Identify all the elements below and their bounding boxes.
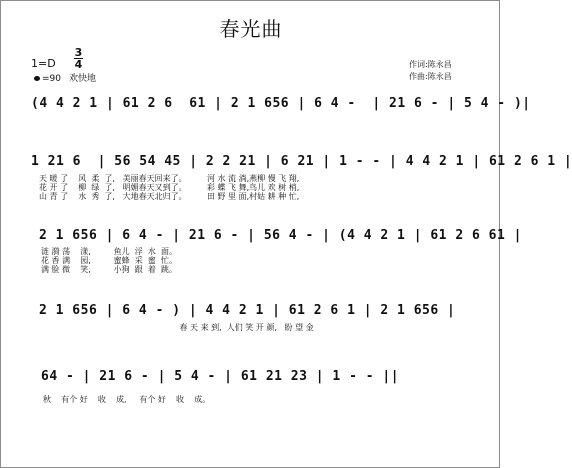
system-2-lyrics-verse-3: 山 青 了 水 秀 了, 大地春天北归了。 田 野 里 面,村姑 耕 种 忙, bbox=[39, 192, 300, 201]
tempo-value: =90 bbox=[42, 74, 61, 84]
system-3-lyrics-verse-3: 满 脸 微 笑, 小狗 跟 着 跳。 bbox=[41, 265, 177, 274]
composer-credit: 作曲:陈永昌 bbox=[409, 72, 452, 81]
song-title: 春光曲 bbox=[219, 17, 283, 41]
system-1-notes: (4 4 2 1 | 61 2 6 61 | 2 1 656 | 6 4 - | 21 6 - | 5 4 - )| bbox=[31, 96, 531, 111]
lyricist-credit: 作词:陈永昌 bbox=[409, 60, 452, 69]
system-4-lyrics: 春 天 来 到, 人们 笑 开 颜, 盼 望 金 bbox=[121, 323, 314, 332]
key-signature: 1=D bbox=[31, 57, 56, 70]
tempo-marking bbox=[34, 71, 96, 84]
system-5-notes: 64 - | 21 6 - | 5 4 - | 61 21 23 | 1 - - || bbox=[41, 369, 400, 384]
system-3-notes: 2 1 656 | 6 4 - | 21 6 - | 56 4 - | (4 4 2 1 | 61 2 6 61 | bbox=[39, 228, 522, 243]
system-5-lyrics: 秋 有个 好 收 成, 有个 好 收 成。 bbox=[43, 395, 211, 404]
system-2-lyrics-verse-2: 花 开 了 柳 绿 了, 明媚春天又到了。 彩 蝶 飞 舞,鸟儿 欢 树 梢, bbox=[39, 183, 300, 192]
system-2-lyrics-verse-1: 天 暖 了 风 柔 了, 美丽春天回来了。 河 水 流 淌,燕柳 慢 飞 翔, bbox=[39, 174, 300, 183]
time-signature-top: 3 bbox=[74, 46, 83, 59]
system-2-notes: 1 21 6 | 56 54 45 | 2 2 21 | 6 21 | 1 - - | 4 4 2 1 | 61 2 6 1 | bbox=[31, 154, 572, 169]
time-signature-bottom: 4 bbox=[74, 58, 83, 71]
quarter-note-icon bbox=[34, 76, 40, 81]
system-3-lyrics-verse-1: 涟 漪 荡 漾, 鱼儿 浮 水 面。 bbox=[41, 247, 177, 256]
system-3-lyrics-verse-2: 花 香 满 园, 蜜蜂 采 蜜 忙。 bbox=[41, 256, 177, 265]
time-signature bbox=[74, 47, 83, 70]
system-4-notes: 2 1 656 | 6 4 - ) | 4 4 2 1 | 61 2 6 1 | 2 1 656 | bbox=[39, 303, 456, 318]
tempo-expression: 欢快地 bbox=[69, 74, 97, 84]
